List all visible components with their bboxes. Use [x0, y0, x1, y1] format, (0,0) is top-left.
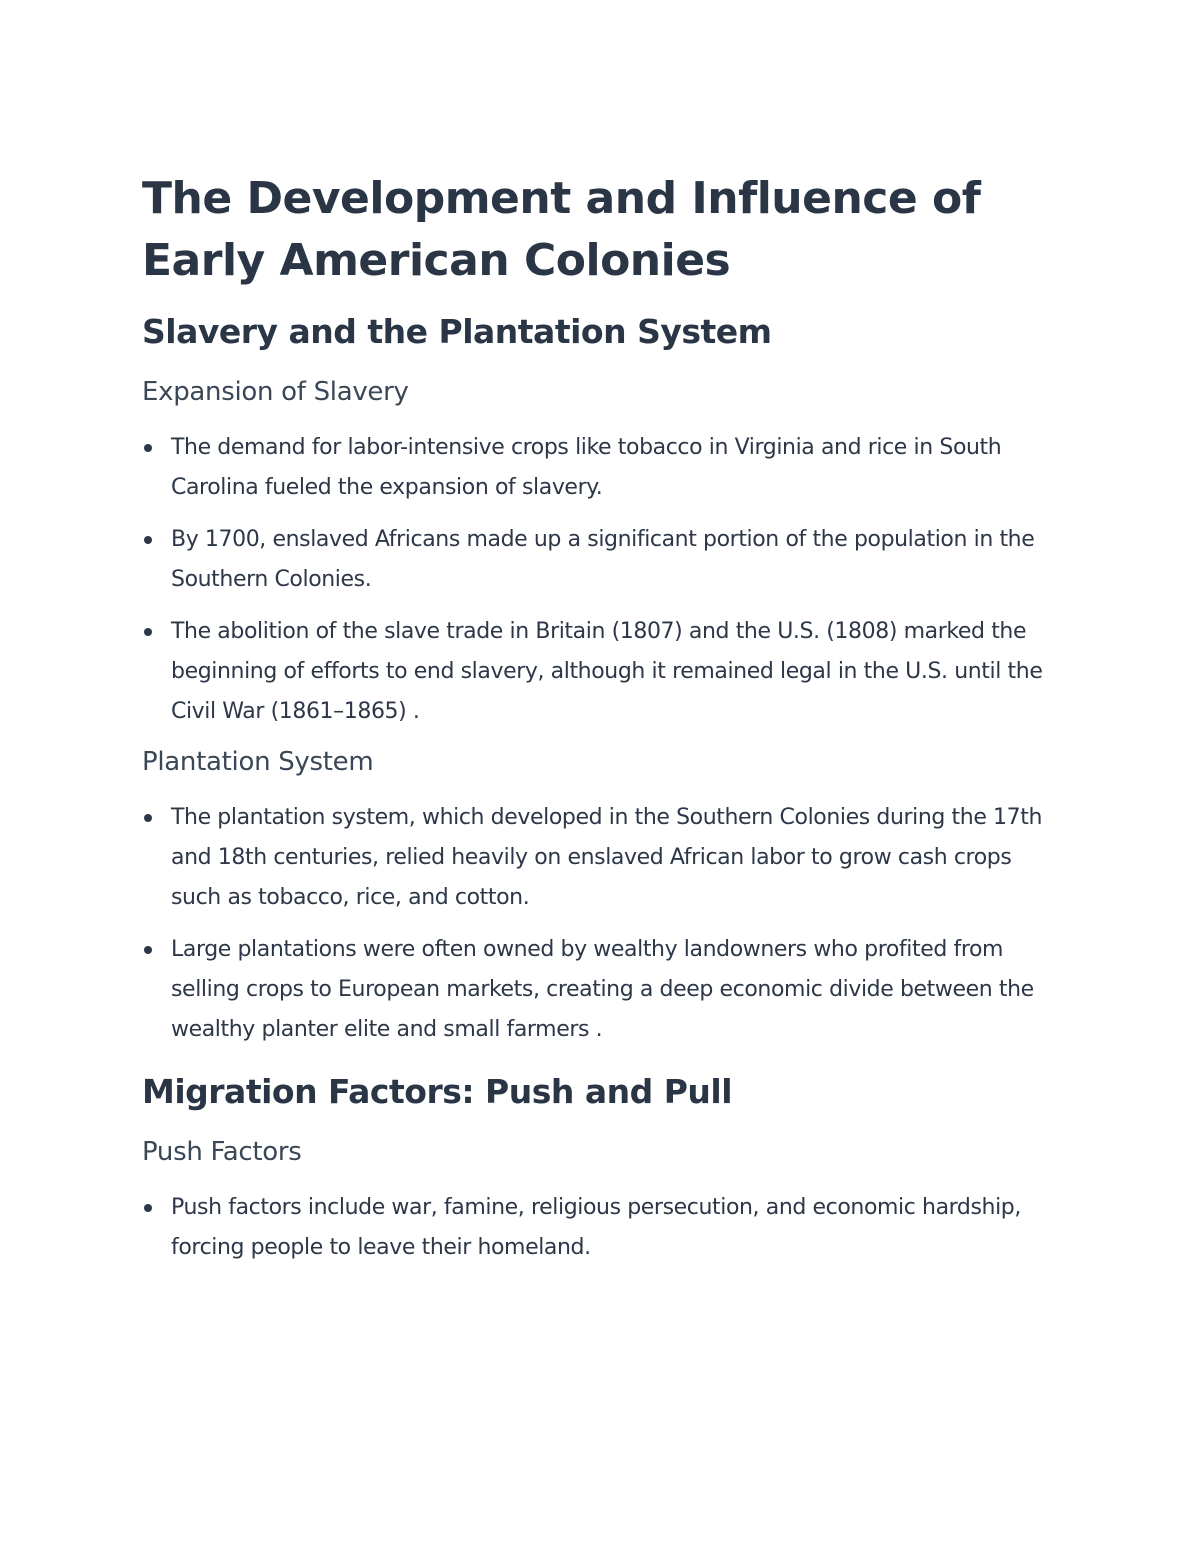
bullet-icon [144, 1204, 152, 1212]
bullet-list-plantation [142, 798, 1062, 1050]
subsection-heading-push: Push Factors [142, 1137, 302, 1167]
list-item [142, 428, 1062, 508]
bullet-list-push [142, 1188, 1062, 1268]
list-item [142, 798, 1062, 918]
bullet-icon [144, 628, 152, 636]
bullet-icon [144, 536, 152, 544]
list-item-text: The demand for labor-intensive crops like tobacco in Virginia and rice in South Carolina fueled the expansion of slavery. [171, 435, 1002, 500]
subsection-heading-plantation: Plantation System [142, 747, 374, 777]
section-heading-migration: Migration Factors: Push and Pull [142, 1072, 733, 1111]
list-item [142, 520, 1062, 600]
list-item [142, 1188, 1062, 1268]
bullet-icon [144, 946, 152, 954]
list-item-text: By 1700, enslaved Africans made up a significant portion of the population in the Southern Colonies. [171, 527, 1035, 592]
bullet-list-expansion [142, 428, 1062, 732]
list-item-text: The abolition of the slave trade in Britain (1807) and the U.S. (1808) marked the beginning of efforts to end slavery, although it remained legal in the U.S. until the Civil War (1861–1865) . [171, 619, 1043, 724]
list-item [142, 930, 1062, 1050]
bullet-icon [144, 444, 152, 452]
list-item-text: Push factors include war, famine, religious persecution, and economic hardship, forcing people to leave their homeland. [171, 1195, 1021, 1260]
list-item [142, 612, 1062, 732]
subsection-heading-expansion: Expansion of Slavery [142, 377, 409, 407]
bullet-icon [144, 814, 152, 822]
section-heading-slavery: Slavery and the Plantation System [142, 312, 772, 351]
document-page [142, 168, 1062, 1280]
document-title: The Development and Influence of Early American Colonies [142, 173, 981, 286]
list-item-text: Large plantations were often owned by wealthy landowners who profited from selling crops to European markets, creating a deep economic divide between the wealthy planter elite and small farmers . [171, 937, 1034, 1042]
list-item-text: The plantation system, which developed in the Southern Colonies during the 17th and 18th centuries, relied heavily on enslaved African labor to grow cash crops such as tobacco, rice, and cotton. [171, 805, 1043, 910]
